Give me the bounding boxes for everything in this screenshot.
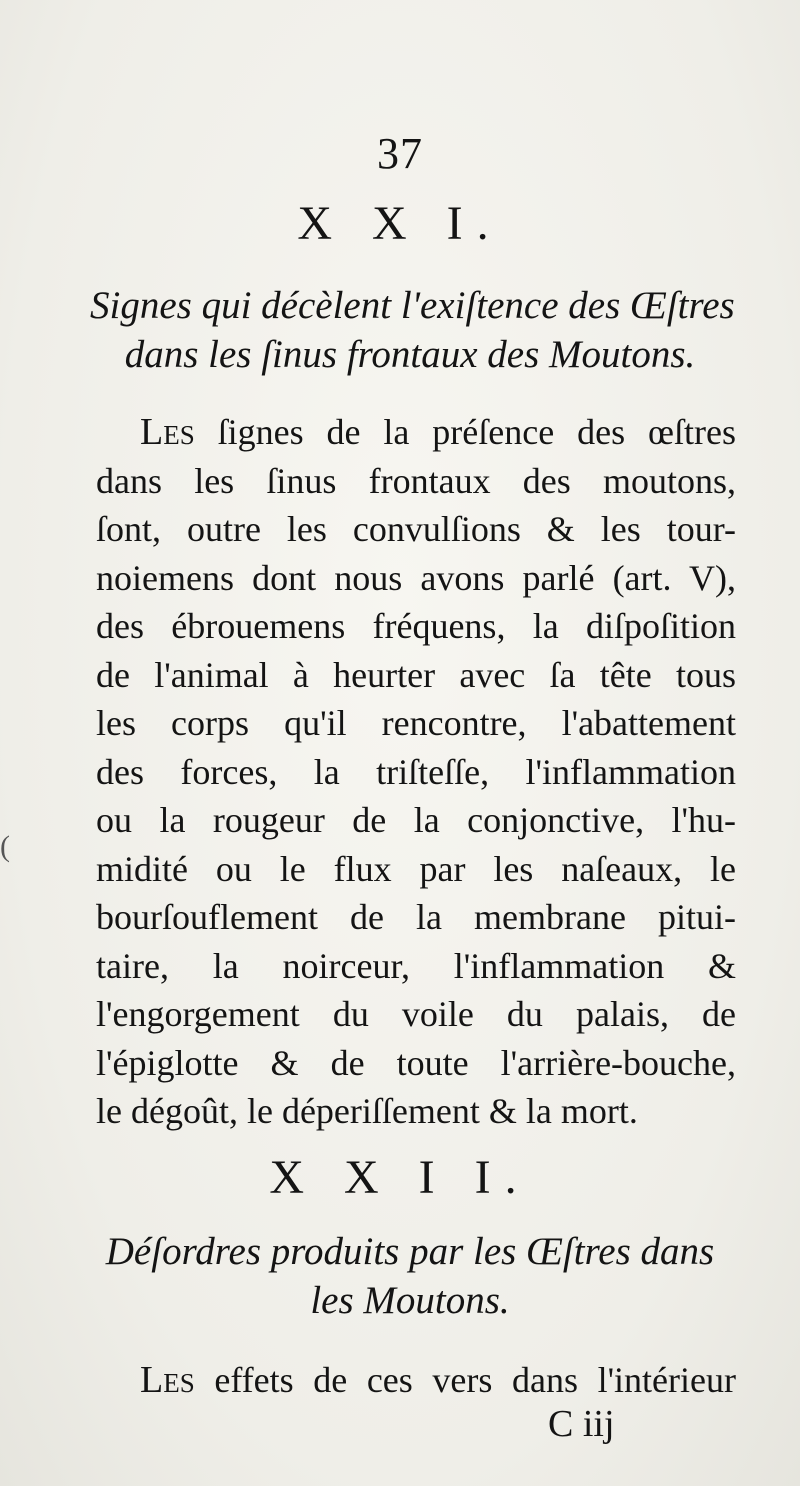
body-line-text: ſignes de la préſence des œſtres [194, 412, 736, 452]
body-line: midité ou le flux par les naſeaux, le [96, 848, 736, 889]
section-number-xxii: X X I I. [269, 1151, 531, 1204]
body-line-text: effets de ces vers dans l'intérieur [194, 1360, 736, 1400]
body-line: ſont, outre les convulſions & les tour- [96, 509, 736, 549]
section-title-line: Déſordres produits par les Œſtres dans [105, 1230, 715, 1273]
signature-catchword: C iij [548, 1403, 615, 1445]
drop-lead-word: Les [140, 411, 195, 453]
body-line: l'engorgement du voile du palais, de [96, 994, 736, 1034]
body-line [96, 408, 736, 457]
body-line: ou la rougeur de la conjonctive, l'hu- [96, 800, 736, 840]
body-line [96, 1356, 736, 1405]
body-line: les corps qu'il rencontre, l'abattement [96, 703, 736, 743]
section-title-xxi [90, 282, 735, 379]
body-line: de l'animal à heurter avec ſa tête tous [96, 654, 736, 695]
section-body-xxi [96, 408, 736, 1136]
body-line: l'épiglotte & de toute l'arrière-bouche, [96, 1042, 736, 1083]
section-title-xxii [90, 1228, 730, 1325]
section-title-line: les Moutons. [310, 1278, 510, 1322]
section-title-line: Signes qui décèlent l'exiſtence des Œſtres [90, 284, 735, 327]
margin-mark: ( [0, 830, 10, 863]
drop-lead-word: Les [140, 1359, 195, 1401]
body-line: des ébrouemens fréquens, la diſpoſition [96, 606, 736, 646]
section-body-xxii [96, 1356, 736, 1405]
section-number-xxi: X X I. [297, 197, 503, 250]
section-title-line: dans les ſinus frontaux des Moutons. [124, 332, 696, 376]
body-line: des forces, la triſteſſe, l'inflammation [96, 751, 736, 792]
body-line: noiemens dont nous avons parlé (art. V), [96, 557, 736, 598]
body-line: le dégoût, le déperiſſement & la mort. [96, 1091, 638, 1131]
body-line: taire, la noirceur, l'inflammation & [96, 945, 736, 986]
body-line: dans les ſinus frontaux des moutons, [96, 460, 736, 501]
body-line: bourſouflement de la membrane pitui- [96, 897, 736, 937]
page-number: 37 [377, 129, 423, 178]
